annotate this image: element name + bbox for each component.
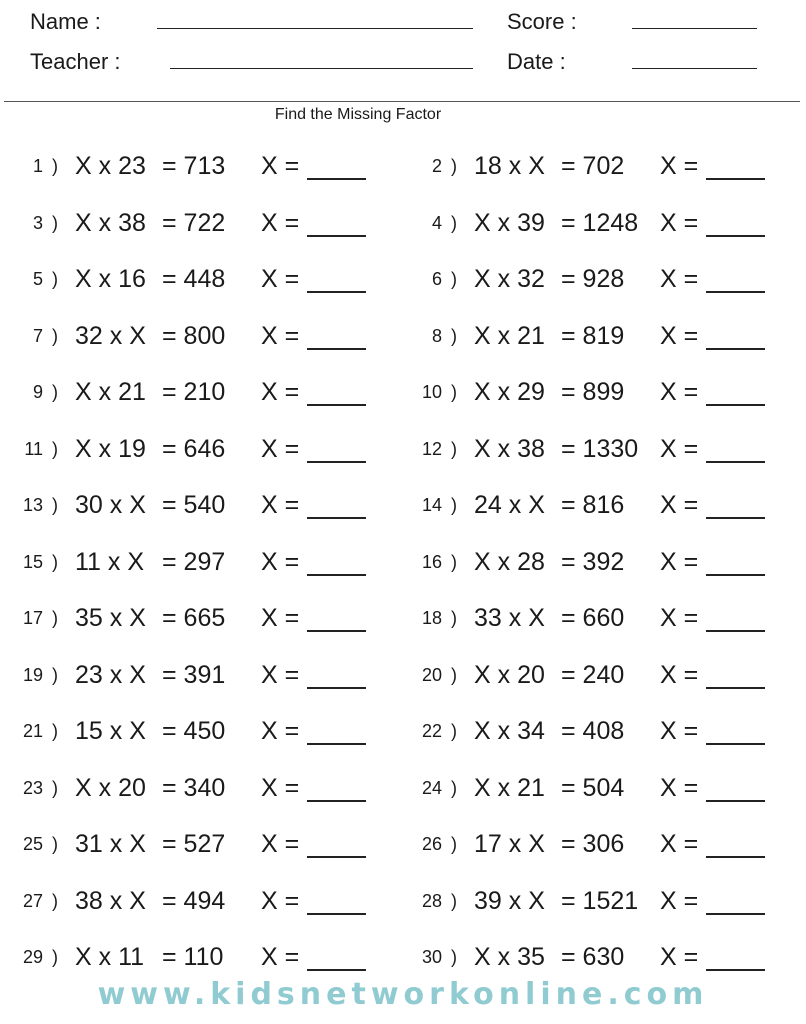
problem-product: = 540: [162, 491, 226, 519]
problem-product: = 297: [162, 547, 226, 576]
problem-paren: ): [451, 438, 457, 459]
problem-product: = 450: [162, 717, 226, 745]
problem-paren: ): [52, 777, 58, 798]
problem-number: 21: [22, 721, 43, 741]
problem-paren: ): [451, 551, 457, 572]
problem-paren: ): [451, 269, 457, 289]
problem-item: [0, 372, 379, 412]
problem-item: [0, 768, 379, 808]
problem-item: [0, 824, 379, 864]
problem-product: = 448: [162, 265, 226, 293]
problem-product: = 630: [561, 943, 625, 971]
answer-blank[interactable]: [706, 630, 765, 632]
answer-label: X =: [261, 265, 300, 293]
answer-blank[interactable]: [706, 800, 765, 802]
answer-label: X =: [660, 886, 699, 915]
problem-item: [0, 711, 379, 751]
problem-paren: ): [52, 551, 58, 572]
problem-product: = 210: [162, 378, 226, 406]
problem-number: 11: [24, 438, 43, 459]
problem-paren: ): [451, 212, 457, 233]
problem-expression: 17 x X: [474, 830, 545, 858]
problem-paren: ): [52, 947, 58, 967]
answer-blank[interactable]: [307, 743, 366, 745]
problem-expression: 32 x X: [75, 321, 146, 350]
problem-paren: ): [451, 947, 457, 967]
problem-number: 13: [22, 495, 43, 515]
answer-label: X =: [660, 604, 699, 632]
answer-label: X =: [660, 547, 699, 576]
problem-expression: X x 16: [75, 265, 146, 293]
problem-expression: X x 38: [474, 434, 545, 463]
answer-label: X =: [660, 830, 699, 858]
answer-blank[interactable]: [307, 404, 366, 406]
problem-paren: ): [52, 382, 58, 402]
problem-paren: ): [52, 664, 58, 685]
answer-label: X =: [261, 152, 300, 180]
problem-number: 27: [22, 890, 43, 911]
problem-product: = 800: [162, 321, 226, 350]
problem-number: 3: [32, 212, 43, 233]
answer-label: X =: [660, 660, 699, 689]
answer-label: X =: [261, 830, 300, 858]
answer-label: X =: [660, 491, 699, 519]
problem-item: [0, 316, 379, 356]
problem-paren: ): [52, 608, 58, 628]
problem-expression: 24 x X: [474, 491, 545, 519]
problem-item: [398, 429, 778, 469]
answer-blank[interactable]: [307, 235, 366, 237]
answer-blank[interactable]: [706, 856, 765, 858]
problem-product: = 713: [162, 152, 226, 180]
answer-blank[interactable]: [706, 235, 765, 237]
name-field[interactable]: [157, 28, 473, 29]
problem-item: [398, 768, 778, 808]
problem-item: [0, 429, 379, 469]
answer-blank[interactable]: [706, 687, 765, 689]
problem-number: 10: [421, 382, 442, 402]
problem-paren: ): [52, 721, 58, 741]
website-footer: www.kidsnetworkonline.com: [97, 977, 709, 1012]
problem-product: = 110: [162, 943, 224, 971]
problem-number: 20: [421, 664, 442, 685]
answer-blank[interactable]: [307, 687, 366, 689]
problem-expression: X x 34: [474, 717, 545, 745]
problem-item: [398, 372, 778, 412]
answer-blank[interactable]: [307, 969, 366, 971]
answer-blank[interactable]: [706, 574, 765, 576]
problem-product: = 816: [561, 491, 625, 519]
problem-paren: ): [451, 325, 457, 346]
answer-blank[interactable]: [307, 517, 366, 519]
problem-paren: ): [451, 495, 457, 515]
problem-number: 14: [421, 495, 442, 515]
problem-number: 17: [22, 608, 43, 628]
problem-item: [398, 542, 778, 582]
answer-blank[interactable]: [706, 178, 765, 180]
problem-product: = 306: [561, 830, 625, 858]
problem-product: = 527: [162, 830, 226, 858]
problem-expression: 33 x X: [474, 604, 545, 632]
problem-item: [0, 542, 379, 582]
problem-paren: ): [451, 721, 457, 741]
problem-expression: X x 20: [75, 773, 146, 802]
worksheet-title: Find the Missing Factor: [274, 106, 442, 123]
problem-product: = 928: [561, 265, 625, 293]
answer-label: X =: [660, 321, 699, 350]
problem-item: [398, 881, 778, 921]
problem-number: 22: [421, 721, 442, 741]
problem-item: [0, 203, 379, 243]
problem-expression: X x 23: [75, 152, 146, 180]
answer-blank[interactable]: [706, 291, 765, 293]
problem-paren: ): [52, 269, 58, 289]
problem-product: = 340: [162, 773, 226, 802]
answer-label: X =: [261, 208, 300, 237]
problem-expression: X x 38: [75, 208, 146, 237]
problem-number: 26: [421, 834, 442, 854]
problem-product: = 722: [162, 208, 226, 237]
problem-number: 7: [32, 325, 43, 346]
answer-blank[interactable]: [706, 517, 765, 519]
problem-paren: ): [52, 212, 58, 233]
problem-item: [0, 655, 379, 695]
problem-item: [0, 937, 379, 977]
problem-product: = 665: [162, 604, 226, 632]
problem-product: = 899: [561, 378, 625, 406]
answer-label: X =: [261, 547, 300, 576]
problem-item: [0, 881, 379, 921]
problem-number: 18: [421, 608, 442, 628]
problem-product: = 392: [561, 547, 625, 576]
answer-blank[interactable]: [307, 178, 366, 180]
problem-expression: X x 29: [474, 378, 545, 406]
answer-label: X =: [660, 208, 699, 237]
problem-number: 30: [421, 947, 442, 967]
header-divider: [4, 101, 800, 102]
problem-expression: 15 x X: [75, 717, 146, 745]
teacher-label: Teacher :: [30, 49, 121, 74]
problem-product: = 1330: [561, 434, 639, 463]
problem-expression: X x 28: [474, 547, 545, 576]
problem-expression: 35 x X: [75, 604, 146, 632]
answer-blank[interactable]: [307, 348, 366, 350]
answer-label: X =: [261, 773, 300, 802]
problem-item: [398, 146, 778, 186]
problem-item: [398, 485, 778, 525]
problem-product: = 391: [162, 660, 226, 689]
answer-blank[interactable]: [307, 574, 366, 576]
problem-paren: ): [451, 834, 457, 854]
problem-item: [398, 203, 778, 243]
problem-paren: ): [451, 382, 457, 402]
answer-blank[interactable]: [307, 913, 366, 915]
answer-label: X =: [660, 434, 699, 463]
problem-item: [0, 259, 379, 299]
problem-item: [0, 598, 379, 638]
problem-paren: ): [52, 834, 58, 854]
problem-expression: X x 19: [75, 434, 146, 463]
answer-label: X =: [660, 717, 699, 745]
problem-number: 12: [421, 438, 442, 459]
problem-product: = 660: [561, 604, 625, 632]
answer-blank[interactable]: [307, 800, 366, 802]
answer-label: X =: [660, 152, 699, 180]
answer-label: X =: [261, 717, 300, 745]
problem-expression: 11 x X: [75, 547, 145, 576]
problem-expression: X x 35: [474, 943, 545, 971]
answer-blank[interactable]: [706, 404, 765, 406]
problem-paren: ): [451, 156, 457, 176]
answer-label: X =: [261, 604, 300, 632]
problem-expression: 23 x X: [75, 660, 146, 689]
problem-number: 25: [22, 834, 43, 854]
problem-expression: 30 x X: [75, 491, 146, 519]
answer-label: X =: [261, 886, 300, 915]
problem-paren: ): [52, 890, 58, 911]
score-label: Score :: [507, 9, 577, 34]
problem-product: = 1521: [561, 886, 639, 915]
answer-blank[interactable]: [307, 856, 366, 858]
problem-paren: ): [451, 890, 457, 911]
teacher-field[interactable]: [170, 68, 473, 69]
answer-label: X =: [660, 773, 699, 802]
problem-expression: 39 x X: [474, 886, 545, 915]
problem-number: 6: [431, 269, 442, 289]
problem-item: [0, 146, 379, 186]
name-label: Name :: [30, 9, 101, 34]
problem-expression: 18 x X: [474, 152, 545, 180]
date-field[interactable]: [632, 68, 757, 69]
problem-number: 4: [431, 212, 442, 233]
problem-product: = 504: [561, 773, 625, 802]
problem-product: = 646: [162, 434, 226, 463]
problem-expression: X x 32: [474, 265, 545, 293]
answer-label: X =: [660, 943, 699, 971]
problem-paren: ): [52, 325, 58, 346]
problem-number: 5: [32, 269, 43, 289]
problem-number: 19: [22, 664, 43, 685]
problem-number: 28: [421, 890, 442, 911]
answer-label: X =: [261, 491, 300, 519]
problem-expression: X x 21: [474, 773, 545, 802]
problem-number: 29: [22, 947, 43, 967]
problem-item: [398, 824, 778, 864]
problem-number: 8: [431, 325, 442, 346]
problem-paren: ): [52, 495, 58, 515]
problem-item: [398, 711, 778, 751]
problem-number: 15: [22, 551, 43, 572]
answer-blank[interactable]: [307, 461, 366, 463]
problem-expression: 31 x X: [75, 830, 146, 858]
answer-blank[interactable]: [706, 969, 765, 971]
problem-number: 23: [22, 777, 43, 798]
problem-item: [398, 655, 778, 695]
problem-expression: X x 39: [474, 208, 545, 237]
problem-expression: 38 x X: [75, 886, 146, 915]
problem-product: = 494: [162, 886, 226, 915]
answer-label: X =: [660, 378, 699, 406]
answer-blank[interactable]: [706, 348, 765, 350]
problem-paren: ): [52, 438, 58, 459]
problem-product: = 702: [561, 152, 625, 180]
answer-label: X =: [261, 943, 300, 971]
problem-number: 1: [32, 156, 43, 176]
problem-number: 16: [421, 551, 442, 572]
problem-paren: ): [451, 664, 457, 685]
problem-item: [398, 316, 778, 356]
problem-item: [398, 937, 778, 977]
problem-expression: X x 21: [75, 378, 146, 406]
answer-blank[interactable]: [706, 461, 765, 463]
answer-blank[interactable]: [307, 291, 366, 293]
date-label: Date :: [507, 49, 566, 74]
problem-paren: ): [451, 777, 457, 798]
problem-product: = 408: [561, 717, 625, 745]
answer-blank[interactable]: [706, 913, 765, 915]
answer-blank[interactable]: [307, 630, 366, 632]
problem-expression: X x 20: [474, 660, 545, 689]
answer-blank[interactable]: [706, 743, 765, 745]
answer-label: X =: [261, 434, 300, 463]
problem-item: [398, 598, 778, 638]
problem-paren: ): [451, 608, 457, 628]
problem-number: 24: [421, 777, 442, 798]
answer-label: X =: [261, 321, 300, 350]
problem-number: 9: [32, 382, 43, 402]
problem-product: = 1248: [561, 208, 639, 237]
answer-label: X =: [261, 378, 300, 406]
score-field[interactable]: [632, 28, 757, 29]
problem-paren: ): [52, 156, 58, 176]
answer-label: X =: [261, 660, 300, 689]
problem-item: [0, 485, 379, 525]
problem-product: = 819: [561, 321, 625, 350]
problem-product: = 240: [561, 660, 625, 689]
problem-number: 2: [431, 156, 442, 176]
problem-expression: X x 21: [474, 321, 545, 350]
problem-expression: X x 11: [75, 943, 145, 971]
answer-label: X =: [660, 265, 699, 293]
problem-item: [398, 259, 778, 299]
